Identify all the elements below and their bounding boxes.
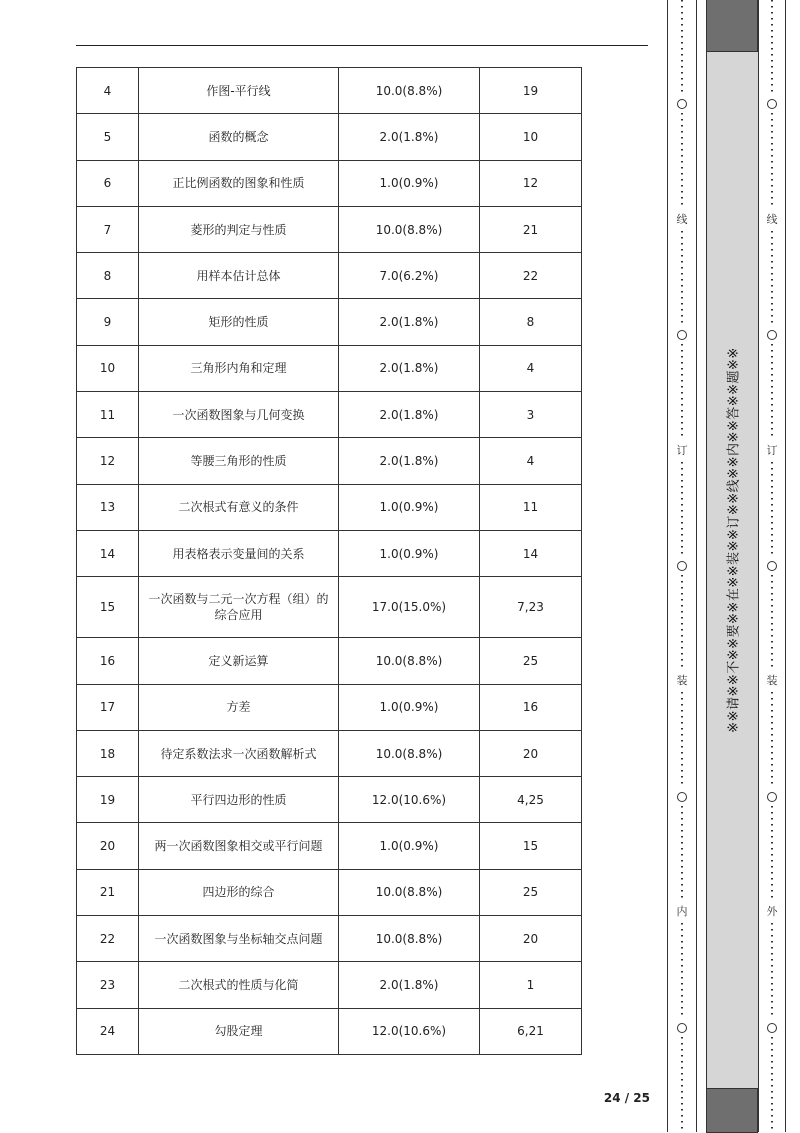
table-row xyxy=(77,916,582,962)
binding-mark-zhuang: 装 xyxy=(766,674,778,688)
row-number-cell: 14 xyxy=(77,530,139,576)
binding-circle xyxy=(677,792,687,802)
row-number-cell: 9 xyxy=(77,299,139,345)
row-number-cell: 12 xyxy=(77,438,139,484)
binding-circle xyxy=(767,792,777,802)
score-cell: 1.0(0.9%) xyxy=(339,823,480,869)
knowledge-point-cell: 二次根式的性质与化简 xyxy=(139,962,339,1008)
binding-mark-xian: 线 xyxy=(676,212,688,226)
table-row xyxy=(77,299,582,345)
score-cell: 2.0(1.8%) xyxy=(339,438,480,484)
binding-circle xyxy=(677,99,687,109)
knowledge-point-cell: 用表格表示变量间的关系 xyxy=(139,530,339,576)
row-number-cell: 10 xyxy=(77,345,139,391)
binding-circle xyxy=(677,330,687,340)
page-number: 24 / 25 xyxy=(603,1091,650,1105)
knowledge-point-cell: 方差 xyxy=(139,684,339,730)
knowledge-point-cell: 用样本估计总体 xyxy=(139,253,339,299)
table-row xyxy=(77,392,582,438)
row-number-cell: 8 xyxy=(77,253,139,299)
knowledge-point-cell: 函数的概念 xyxy=(139,114,339,160)
row-number-cell: 16 xyxy=(77,638,139,684)
question-number-cell: 7,23 xyxy=(480,577,582,638)
table-row xyxy=(77,684,582,730)
row-number-cell: 7 xyxy=(77,206,139,252)
binding-band-edge-right xyxy=(758,0,759,1132)
question-number-cell: 3 xyxy=(480,392,582,438)
knowledge-point-cell: 一次函数图象与坐标轴交点问题 xyxy=(139,916,339,962)
table-row xyxy=(77,777,582,823)
knowledge-point-cell: 一次函数图象与几何变换 xyxy=(139,392,339,438)
row-number-cell: 22 xyxy=(77,916,139,962)
score-cell: 10.0(8.8%) xyxy=(339,68,480,114)
question-number-cell: 6,21 xyxy=(480,1008,582,1054)
binding-circle xyxy=(677,561,687,571)
row-number-cell: 5 xyxy=(77,114,139,160)
score-cell: 10.0(8.8%) xyxy=(339,638,480,684)
knowledge-point-cell: 两一次函数图象相交或平行问题 xyxy=(139,823,339,869)
outer-dotted-column xyxy=(765,0,779,1132)
knowledge-point-cell: 菱形的判定与性质 xyxy=(139,206,339,252)
table-row xyxy=(77,577,582,638)
knowledge-point-cell: 作图-平行线 xyxy=(139,68,339,114)
binding-mark-ding: 订 xyxy=(676,443,688,457)
question-number-cell: 16 xyxy=(480,684,582,730)
knowledge-point-table xyxy=(76,67,582,1055)
table-row xyxy=(77,962,582,1008)
table-row xyxy=(77,638,582,684)
row-number-cell: 4 xyxy=(77,68,139,114)
binding-circle xyxy=(767,99,777,109)
score-cell: 12.0(10.6%) xyxy=(339,777,480,823)
table-row xyxy=(77,253,582,299)
question-number-cell: 11 xyxy=(480,484,582,530)
binding-tab-bottom xyxy=(706,1088,758,1133)
score-cell: 2.0(1.8%) xyxy=(339,299,480,345)
score-cell: 2.0(1.8%) xyxy=(339,114,480,160)
score-cell: 2.0(1.8%) xyxy=(339,962,480,1008)
question-number-cell: 20 xyxy=(480,730,582,776)
binding-tab-top xyxy=(706,0,758,52)
row-number-cell: 11 xyxy=(77,392,139,438)
score-cell: 10.0(8.8%) xyxy=(339,730,480,776)
score-cell: 1.0(0.9%) xyxy=(339,160,480,206)
question-number-cell: 25 xyxy=(480,869,582,915)
row-number-cell: 24 xyxy=(77,1008,139,1054)
binding-line-left xyxy=(667,0,668,1132)
question-number-cell: 4,25 xyxy=(480,777,582,823)
knowledge-point-cell: 矩形的性质 xyxy=(139,299,339,345)
binding-line-right xyxy=(785,0,786,1132)
knowledge-point-cell: 三角形内角和定理 xyxy=(139,345,339,391)
question-number-cell: 25 xyxy=(480,638,582,684)
score-cell: 1.0(0.9%) xyxy=(339,684,480,730)
score-cell: 10.0(8.8%) xyxy=(339,869,480,915)
row-number-cell: 23 xyxy=(77,962,139,1008)
question-number-cell: 4 xyxy=(480,345,582,391)
question-number-cell: 21 xyxy=(480,206,582,252)
question-number-cell: 10 xyxy=(480,114,582,160)
question-number-cell: 15 xyxy=(480,823,582,869)
table-row xyxy=(77,345,582,391)
header-rule xyxy=(76,45,648,46)
score-cell: 1.0(0.9%) xyxy=(339,530,480,576)
score-cell: 12.0(10.6%) xyxy=(339,1008,480,1054)
binding-mark-xian: 线 xyxy=(766,212,778,226)
row-number-cell: 21 xyxy=(77,869,139,915)
question-number-cell: 1 xyxy=(480,962,582,1008)
knowledge-point-cell: 勾股定理 xyxy=(139,1008,339,1054)
row-number-cell: 15 xyxy=(77,577,139,638)
row-number-cell: 19 xyxy=(77,777,139,823)
row-number-cell: 6 xyxy=(77,160,139,206)
table-row xyxy=(77,823,582,869)
score-cell: 7.0(6.2%) xyxy=(339,253,480,299)
score-cell: 2.0(1.8%) xyxy=(339,345,480,391)
binding-mark-ding: 订 xyxy=(766,443,778,457)
score-cell: 1.0(0.9%) xyxy=(339,484,480,530)
table-row xyxy=(77,869,582,915)
table-row xyxy=(77,160,582,206)
question-number-cell: 22 xyxy=(480,253,582,299)
table-row xyxy=(77,68,582,114)
question-number-cell: 14 xyxy=(480,530,582,576)
knowledge-point-cell: 平行四边形的性质 xyxy=(139,777,339,823)
row-number-cell: 18 xyxy=(77,730,139,776)
question-number-cell: 20 xyxy=(480,916,582,962)
table-row xyxy=(77,484,582,530)
row-number-cell: 20 xyxy=(77,823,139,869)
question-number-cell: 12 xyxy=(480,160,582,206)
score-cell: 10.0(8.8%) xyxy=(339,916,480,962)
row-number-cell: 13 xyxy=(77,484,139,530)
binding-mark-zhuang: 装 xyxy=(676,674,688,688)
binding-circle xyxy=(767,561,777,571)
knowledge-point-cell: 四边形的综合 xyxy=(139,869,339,915)
knowledge-point-cell: 一次函数与二元一次方程（组）的综合应用 xyxy=(139,577,339,638)
binding-circle xyxy=(767,330,777,340)
binding-notice: ※※请※※不※※要※※在※※装※※订※※线※※内※※答※※题※※ xyxy=(726,347,742,733)
knowledge-point-cell: 定义新运算 xyxy=(139,638,339,684)
question-number-cell: 8 xyxy=(480,299,582,345)
score-cell: 17.0(15.0%) xyxy=(339,577,480,638)
binding-circle xyxy=(677,1023,687,1033)
table-row xyxy=(77,730,582,776)
row-number-cell: 17 xyxy=(77,684,139,730)
table-row xyxy=(77,1008,582,1054)
question-number-cell: 4 xyxy=(480,438,582,484)
binding-mark-wai: 外 xyxy=(766,905,778,919)
binding-circle xyxy=(767,1023,777,1033)
score-cell: 10.0(8.8%) xyxy=(339,206,480,252)
score-cell: 2.0(1.8%) xyxy=(339,392,480,438)
knowledge-point-cell: 待定系数法求一次函数解析式 xyxy=(139,730,339,776)
table-row xyxy=(77,114,582,160)
question-number-cell: 19 xyxy=(480,68,582,114)
table-row xyxy=(77,206,582,252)
knowledge-point-cell: 二次根式有意义的条件 xyxy=(139,484,339,530)
knowledge-point-cell: 正比例函数的图象和性质 xyxy=(139,160,339,206)
inner-dotted-column xyxy=(675,0,689,1132)
binding-band-edge-left xyxy=(706,0,707,1132)
binding-mark-nei: 内 xyxy=(676,905,688,919)
knowledge-point-cell: 等腰三角形的性质 xyxy=(139,438,339,484)
table-row xyxy=(77,530,582,576)
table-row xyxy=(77,438,582,484)
binding-line-mid-left xyxy=(696,0,697,1132)
